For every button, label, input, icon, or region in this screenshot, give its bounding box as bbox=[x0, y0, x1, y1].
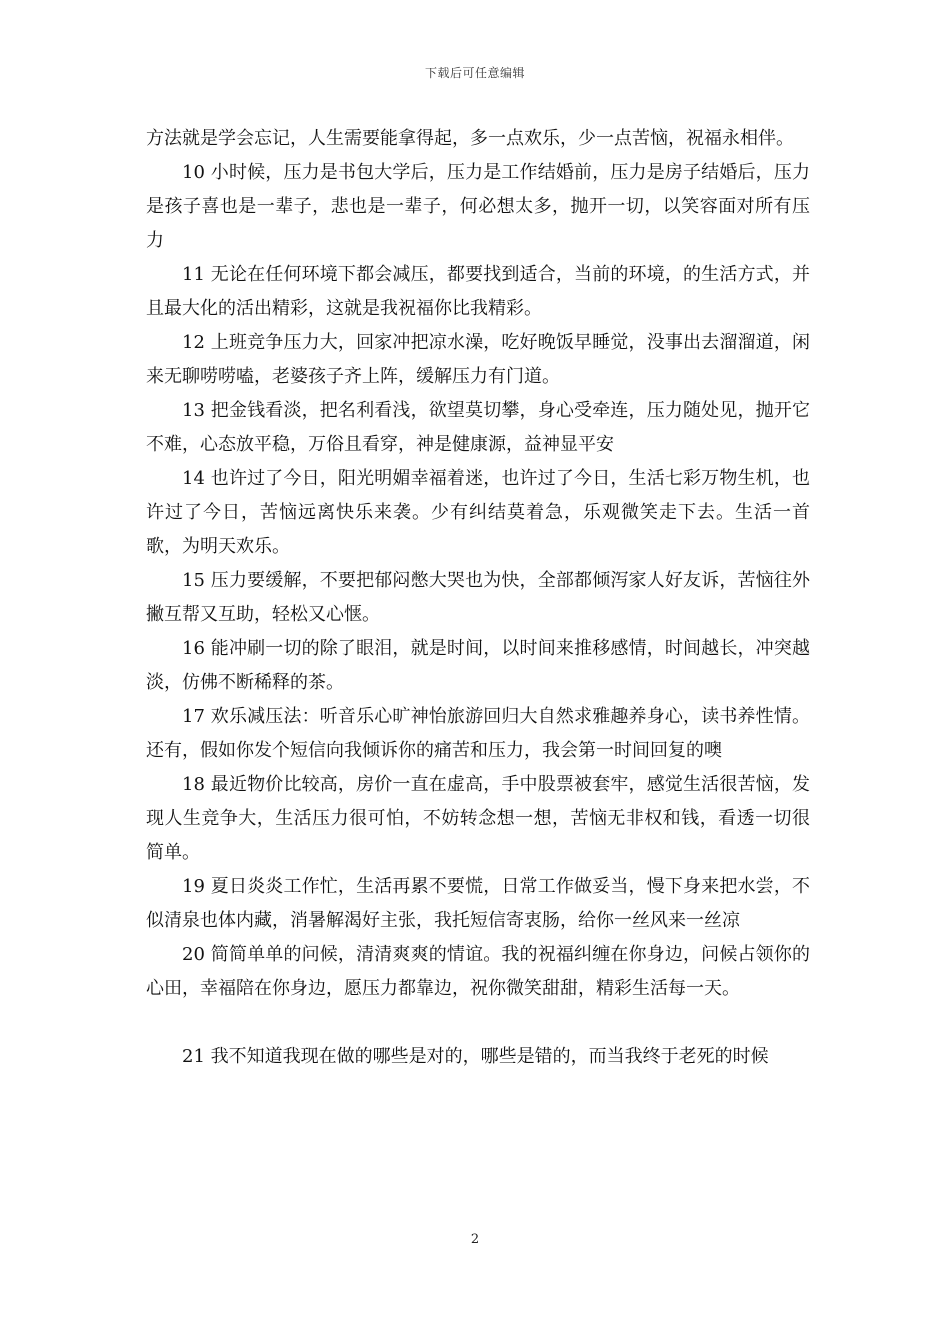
page-header: 下载后可任意编辑 bbox=[424, 66, 525, 80]
paragraph-16: 16 能冲刷一切的除了眼泪，就是时间，以时间来推移感情，时间越长，冲突越淡，仿佛不断稀释的茶。 bbox=[146, 638, 810, 693]
paragraph-21: 21 我不知道我现在做的哪些是对的，哪些是错的，而当我终于老死的时候 bbox=[182, 1046, 769, 1067]
paragraph-19: 19 夏日炎炎工作忙，生活再累不要慌，日常工作做妥当，慢下身来把水尝，不似清泉也体内藏，消暑解渴好主张，我托短信寄衷肠，给你一丝风来一丝凉 bbox=[146, 876, 810, 931]
paragraph-14: 14 也许过了今日，阳光明媚幸福着迷，也许过了今日，生活七彩万物生机，也许过了今日，苦恼远离快乐来袭。少有纠结莫着急，乐观微笑走下去。生活一首歌，为明天欢乐。 bbox=[146, 468, 810, 557]
paragraph-20: 20 简简单单的问候，清清爽爽的情谊。我的祝福纠缠在你身边，问候占领你的心田，幸福陪在你身边，愿压力都靠边，祝你微笑甜甜，精彩生活每一天。 bbox=[146, 944, 810, 999]
paragraph-11: 11 无论在任何环境下都会减压，都要找到适合，当前的环境，的生活方式，并且最大化的活出精彩，这就是我祝福你比我精彩。 bbox=[146, 264, 810, 319]
paragraph-12: 12 上班竞争压力大，回家冲把凉水澡，吃好晚饭早睡觉，没事出去溜溜道，闲来无聊唠唠嗑，老婆孩子齐上阵，缓解压力有门道。 bbox=[146, 332, 810, 387]
paragraph-10: 10 小时候，压力是书包大学后，压力是工作结婚前，压力是房子结婚后，压力是孩子喜也是一辈子，悲也是一辈子，何必想太多，抛开一切，以笑容面对所有压力 bbox=[146, 162, 810, 251]
paragraph-18: 18 最近物价比较高，房价一直在虚高，手中股票被套牢，感觉生活很苦恼，发现人生竞争大，生活压力很可怕，不妨转念想一想，苦恼无非权和钱，看透一切很简单。 bbox=[146, 774, 810, 863]
page-number: 2 bbox=[470, 1232, 480, 1247]
paragraph-continuation: 方法就是学会忘记，人生需要能拿得起，多一点欢乐，少一点苦恼，祝福永相伴。 bbox=[146, 128, 794, 149]
paragraph-17: 17 欢乐减压法：听音乐心旷神怡旅游回归大自然求雅趣养身心，读书养性情。还有，假如你发个短信向我倾诉你的痛苦和压力，我会第一时间回复的噢 bbox=[146, 706, 810, 761]
paragraph-13: 13 把金钱看淡，把名利看浅，欲望莫切攀，身心受牵连，压力随处见，抛开它不难，心态放平稳，万俗且看穿，神是健康源，益神显平安 bbox=[146, 400, 810, 455]
document-body bbox=[146, 122, 810, 1074]
paragraph-15: 15 压力要缓解，不要把郁闷憋大哭也为快，全部都倾泻家人好友诉，苦恼往外撇互帮又互助，轻松又心惬。 bbox=[146, 570, 810, 625]
